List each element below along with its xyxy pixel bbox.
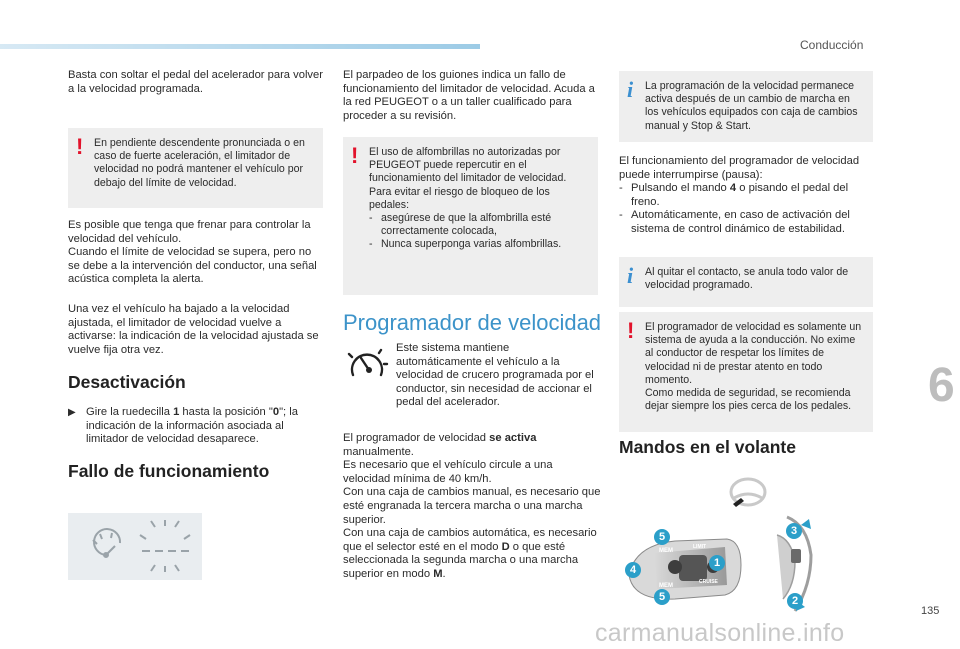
programador-conditions [343,432,601,582]
lever-label-mem-top: MEM [659,548,673,554]
mats-warning-text: El uso de alfombrillas no autorizadas por PEUGEOT puede repercutir en el funcionamiento del limitador de velocidad. Para evitar el riesgo de bloqueo de los pedales: [369,146,567,211]
heading-programador: Programador de velocidad [343,310,602,335]
callout-1: 1 [709,555,725,571]
pause-item-2: Automáticamente, en caso de activación del sistema de control dinámico de estabilidad. [631,209,850,235]
assist-warning-text: El programador de velocidad es solamente un sistema de ayuda a la conducción. No exime al conductor de respetar los límites de velocidad ni de prestar atento en todo momento. [645,321,862,386]
warning-box-mats [343,137,598,295]
heading-mandos: Mandos en el volante [619,437,796,457]
page-number: 135 [921,605,940,617]
dash-bullet: - [369,238,373,251]
list-item [619,209,875,236]
speedometer-fault-icon [68,513,202,580]
lever-label-mem-bottom: MEM [659,583,673,589]
activation-post: manualmente. [343,445,414,458]
warning-content [645,321,865,413]
dash-bullet: - [619,182,623,195]
pause-section [619,155,875,237]
arrow-bullet-icon: ▶ [68,407,76,418]
info-text: Al quitar el contacto, se anula todo valor de velocidad programado. [645,266,849,292]
dash-bullet: - [369,212,373,225]
col1-paragraph-1: Basta con soltar el pedal del acelerador para volver a la velocidad programada. [68,69,323,95]
list-item [619,182,875,209]
brake-text: Es posible que tenga que frenar para controlar la velocidad del vehículo. [68,219,311,245]
cruise-control-speedometer-icon [345,344,389,384]
limiter-fault-display-image [68,513,202,580]
heading-desactivacion: Desactivación [68,372,186,392]
warning-icon: ! [351,143,359,168]
info-box-ignition [619,257,873,307]
pause-intro: El funcionamiento del programador de velocidad puede interrumpirse (pausa): [619,155,860,181]
desact-text-post: "; la indicación de la información asociada al limitador de velocidad desaparece. [86,406,298,446]
desactivacion-item [68,406,323,447]
warning-icon: ! [627,318,635,343]
programador-intro: Este sistema mantiene automáticamente el vehículo a la velocidad de crucero programada por el conductor, sin necesidad de accionar el pedal del acelerador. [396,342,594,409]
desact-control-number: 1 [173,406,180,418]
callout-2: 2 [787,593,803,609]
warning-box-slope [68,128,323,208]
automatic-gearbox-text [343,527,601,581]
manual-gearbox-text: Con una caja de cambios manual, es necesario que esté engranada la tercera marcha o una marcha superior. [343,486,601,526]
auto-text-mid: o que esté seleccionada la segunda marcha o una marcha superior en modo [343,540,579,580]
list-item [369,238,590,251]
lever-label-limit: LIMIT [693,544,707,550]
min-speed-text: Es necesario que el vehículo circule a una velocidad mínima de 40 km/h. [343,459,553,485]
auto-text-end: . [442,567,446,580]
activation-bold: se activa [489,432,537,444]
dash-bullet: - [619,209,623,222]
desact-position-zero: 0 [272,406,280,418]
activation-pre: El programador de velocidad [343,432,487,444]
lever-label-cruise: CRUISE [699,579,718,585]
pause-item-1-pre: Pulsando el mando [631,182,727,195]
warning-content [369,146,590,252]
callout-4: 4 [625,562,641,578]
control-number-4: 4 [729,182,737,195]
header-bar [0,44,480,49]
callout-5-bottom: 5 [654,589,670,605]
activation-text [343,432,601,459]
warning-text: En pendiente descendente pronunciada o en caso de fuerte aceleración, el limitador de velocidad no podrá mantener el vehículo por debajo del límite de velocidad. [94,137,305,189]
warning-icon: ! [76,134,84,159]
mats-item-2: Nunca superponga varias alfombrillas. [381,238,562,251]
mats-item-1: asegúrese de que la alfombrilla esté correctamente colocada, [381,212,552,238]
callout-5-top: 5 [654,529,670,545]
warning-box-assist [619,312,873,432]
info-box-stop-start [619,71,873,142]
list-item [369,212,590,238]
alert-text: Cuando el límite de velocidad se supera, pero no se debe a la intervención del conductor, una señal acústica completa la alerta. [68,246,317,286]
info-icon: i [627,263,634,288]
info-text: La programación de la velocidad permanece activa después de un cambio de marcha en los vehículos equipados con caja de cambios manual y Stop & Start. [645,80,858,132]
col1-paragraph-2 [68,219,323,287]
mode-d: D [501,540,510,553]
chapter-title: Conducción [800,38,864,52]
watermark-text: carmanualsonline.info [595,619,845,647]
heading-fallo: Fallo de funcionamiento [68,461,270,481]
steering-wheel-icon [727,476,767,510]
auto-text-pre: Con una caja de cambios automática, es necesario que el selector esté en el modo [343,527,597,553]
col1-paragraph-3: Una vez el vehículo ha bajado a la velocidad ajustada, el limitador de velocidad vuelve a activarse: la indicación de la velocidad ajustada se vuelve fija otra vez. [68,303,319,356]
mode-m: M [433,567,443,580]
chapter-tab-number: 6 [928,359,955,412]
callout-3: 3 [786,523,802,539]
pause-item-1-post: o pisando el pedal del freno. [631,182,849,208]
info-icon: i [627,77,634,102]
pedals-warning-text: Como medida de seguridad, se recomienda dejar siempre los pies cerca de los pedales. [645,387,852,413]
desact-text-mid: hasta la posición " [182,406,273,418]
desact-text-pre: Gire la ruedecilla [86,406,170,418]
col2-paragraph-1: El parpadeo de los guiones indica un fallo de funcionamiento del limitador de velocidad. Acuda a la red PEUGEOT o a un taller cualificado para proceder a su revisión. [343,69,595,122]
